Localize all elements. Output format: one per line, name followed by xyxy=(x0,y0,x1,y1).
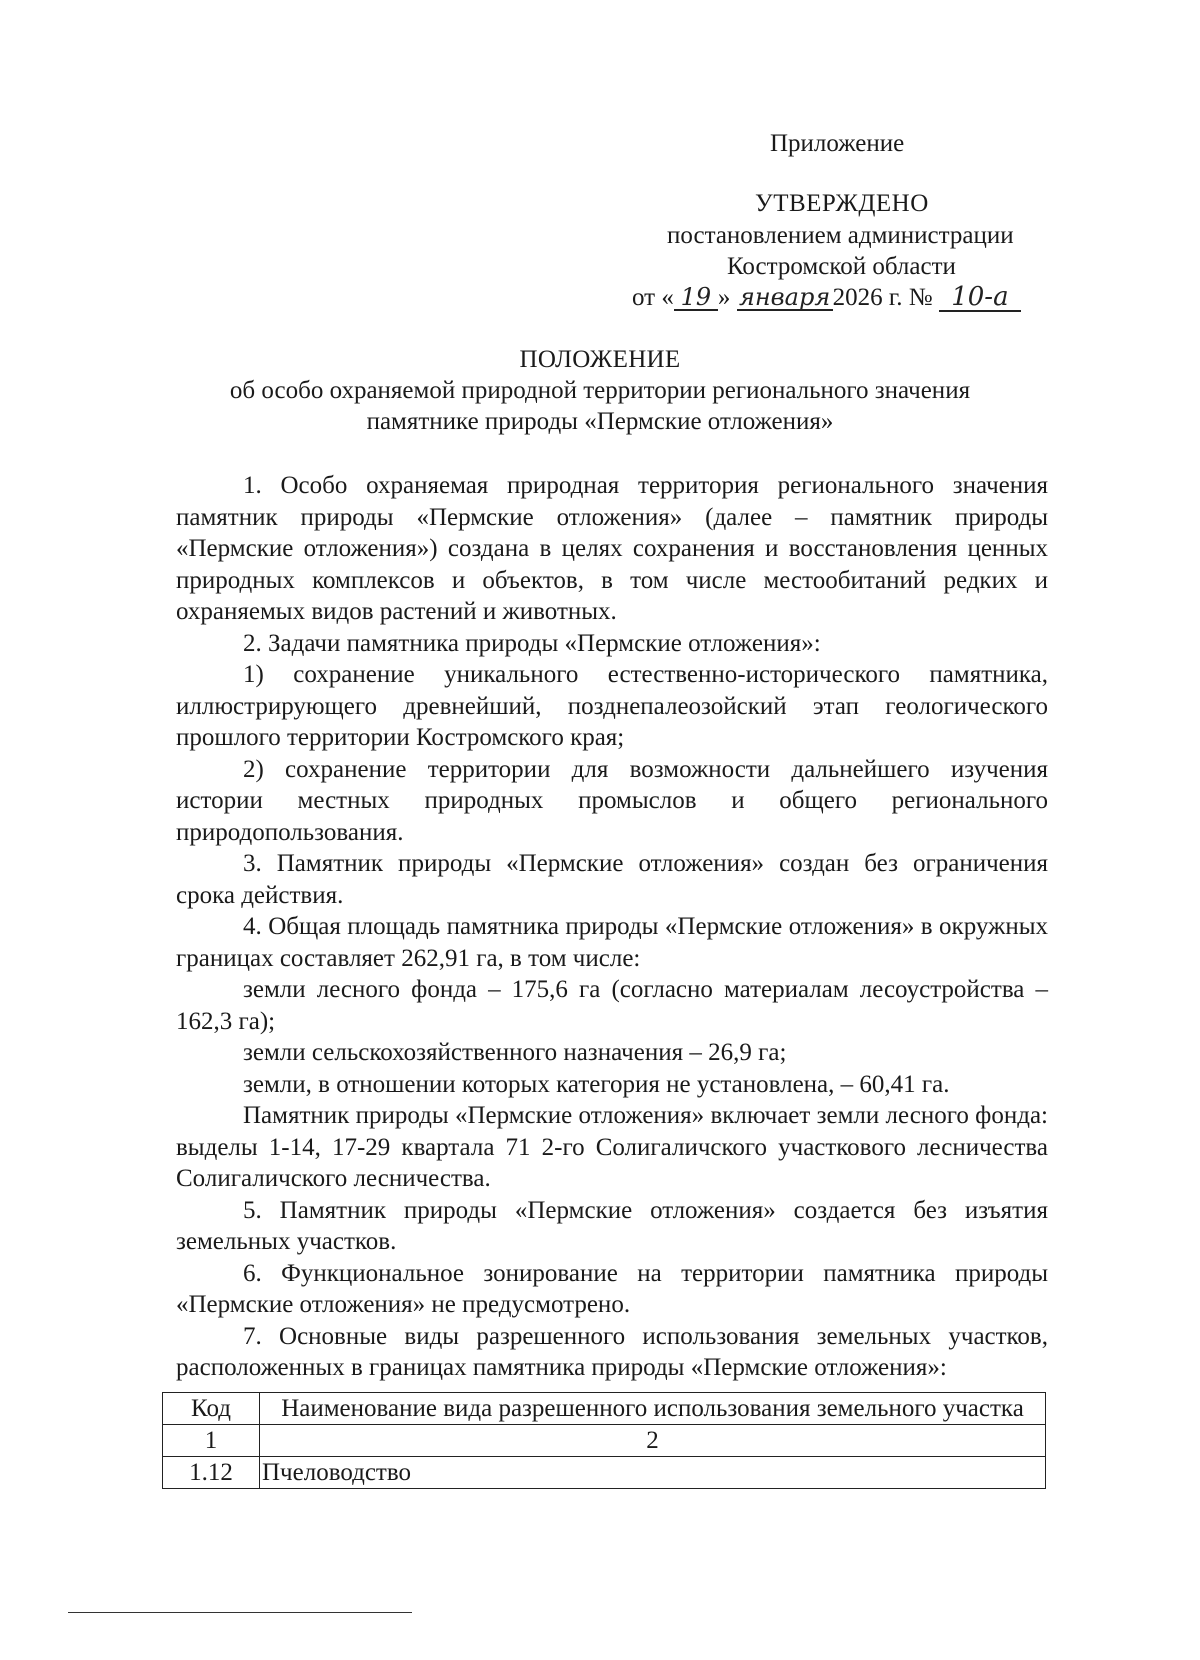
table-numbering-row xyxy=(163,1425,1046,1457)
paragraph-3: 3. Памятник природы «Пермские отложения» создан без ограничения срока действия. xyxy=(176,850,1048,909)
date-year: 2026 г. № xyxy=(832,284,933,311)
document-body xyxy=(176,470,1048,1384)
paragraph-1: 1. Особо охраняемая природная территория регионального значения памятник природы «Пермские отложения» (далее – памятник природы «Пермские отложения») создана в целях сохранения и восстановления ценных природных комплексов и объектов, в том числе местообитаний редких и охраняемых видов растений и животных. xyxy=(176,472,1048,625)
paragraph-2-item-1: 1) сохранение уникального естественно-исторического памятника, иллюстрирующего древнейший, позднепалеозойский этап геологического прошлого территории Костромского края; xyxy=(176,661,1048,751)
date-mid: » xyxy=(717,284,731,311)
appendix-label: Приложение xyxy=(770,130,905,157)
header-name: Наименование вида разрешенного использования земельного участка xyxy=(260,1393,1046,1425)
numbering-1: 1 xyxy=(163,1425,260,1457)
decree-date-line xyxy=(632,284,1021,312)
document-subtitle-line-2: памятнике природы «Пермские отложения» xyxy=(366,408,834,435)
table-row xyxy=(163,1457,1046,1489)
footnote-divider xyxy=(68,1612,412,1613)
paragraph-4-item-2: земли сельскохозяйственного назначения – 26,9 га; xyxy=(243,1039,787,1066)
document-subtitle-line-1: об особо охраняемой природной территории регионального значения xyxy=(229,377,971,404)
date-prefix: от « xyxy=(632,284,674,311)
paragraph-4-item-1: земли лесного фонда – 175,6 га (согласно материалам лесоустройства – 162,3 га); xyxy=(176,976,1048,1035)
paragraph-2-item-2: 2) сохранение территории для возможности дальнейшего изучения истории местных природных промыслов и общего регионального природопользования. xyxy=(176,755,1048,846)
land-use-table xyxy=(162,1392,1046,1489)
document-title: ПОЛОЖЕНИЕ xyxy=(519,346,681,373)
paragraph-5: 5. Памятник природы «Пермские отложения» создается без изъятия земельных участков. xyxy=(176,1196,1048,1255)
approved-label: УТВЕРЖДЕНО xyxy=(755,190,929,217)
header-code: Код xyxy=(163,1393,260,1425)
row-name: Пчеловодство xyxy=(260,1457,1046,1489)
numbering-2: 2 xyxy=(260,1425,1046,1457)
paragraph-7: 7. Основные виды разрешенного использования земельных участков, расположенных в границах памятника природы «Пермские отложения»: xyxy=(176,1322,1048,1381)
row-code: 1.12 xyxy=(163,1457,260,1489)
paragraph-4-item-4: Памятник природы «Пермские отложения» включает земли лесного фонда: выделы 1-14, 17-29 квартала 71 2-го Солигаличского участкового лесничества Солигаличского лесничества. xyxy=(176,1102,1048,1192)
approved-by-line-2: Костромской области xyxy=(727,253,956,280)
paragraph-4: 4. Общая площадь памятника природы «Пермские отложения» в окружных границах составляет 262,91 га, в том числе: xyxy=(176,913,1048,972)
handwritten-month: января xyxy=(737,285,833,311)
handwritten-day: 19 xyxy=(674,285,718,311)
paragraph-4-item-3: земли, в отношении которых категория не установлена, – 60,41 га. xyxy=(243,1070,950,1098)
paragraph-2: 2. Задачи памятника природы «Пермские отложения»: xyxy=(243,629,821,657)
handwritten-number: 10-а xyxy=(939,284,1021,312)
paragraph-6: 6. Функциональное зонирование на территории памятника природы «Пермские отложения» не предусмотрено. xyxy=(176,1259,1048,1318)
approved-by-line-1: постановлением администрации xyxy=(667,222,1014,249)
table-header-row xyxy=(163,1393,1046,1425)
